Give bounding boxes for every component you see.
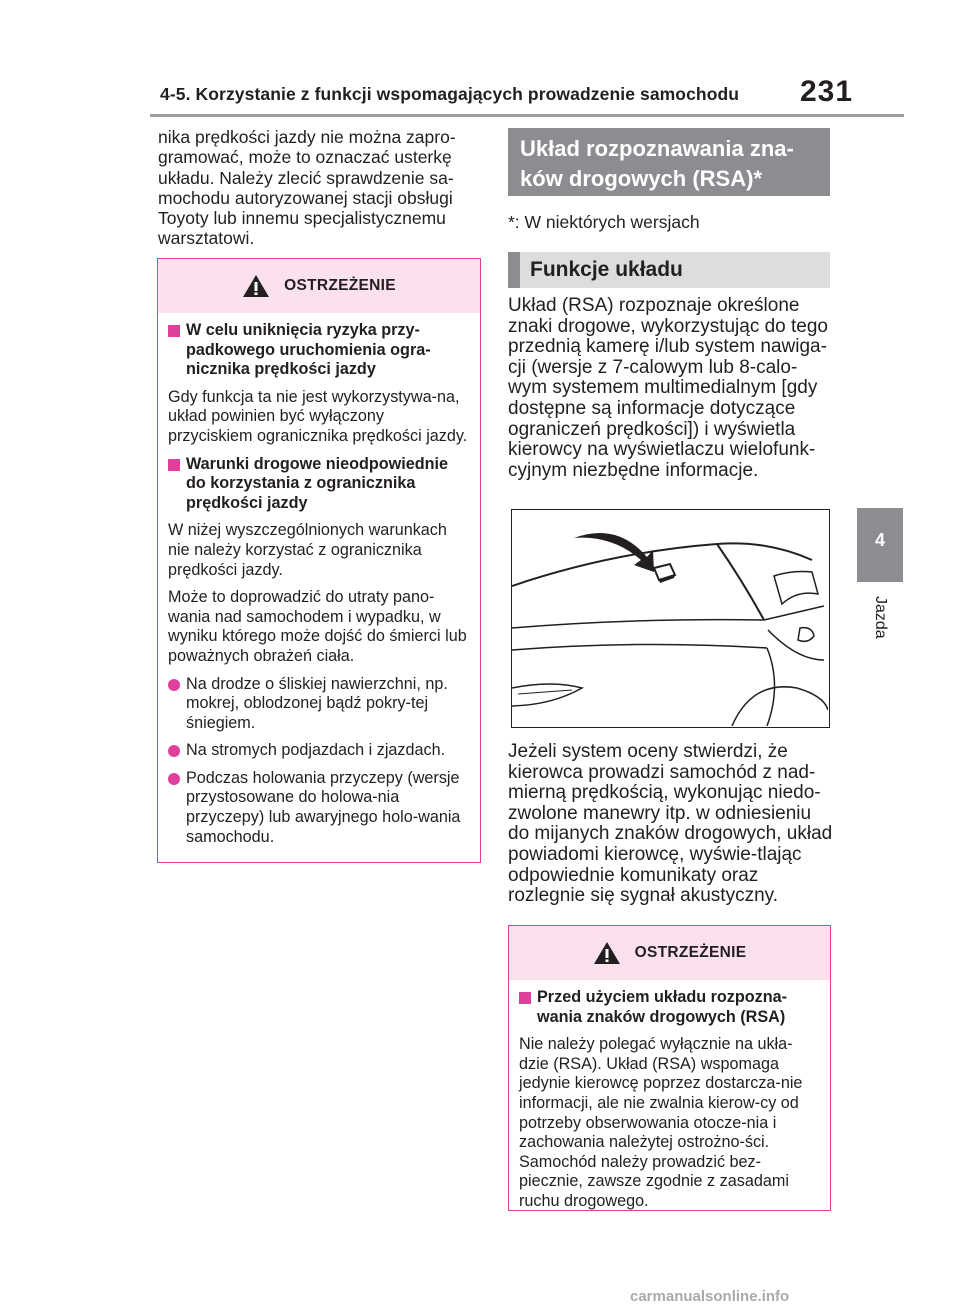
car-camera-illustration <box>511 509 830 728</box>
square-bullet-icon <box>168 325 180 337</box>
square-bullet-icon <box>168 459 180 471</box>
chapter-tab-number: 4 <box>874 530 885 550</box>
list-item <box>168 675 472 734</box>
warning-heading-text: Warunki drogowe nieodpowiednie do korzystania z ogranicznika prędkości jazdy <box>186 454 449 512</box>
square-bullet-icon <box>519 992 531 1004</box>
warning-header <box>509 926 830 980</box>
list-item-text: Na stromych podjazdach i zjazdach. <box>186 741 446 760</box>
warning-heading <box>168 455 472 514</box>
warning-text: W niżej wyszczególnionych warunkach nie należy korzystać z ogranicznika prędkości jazdy. <box>168 521 447 579</box>
header-rule <box>150 114 904 117</box>
warning-box-speed-limiter <box>157 258 481 863</box>
warning-triangle-icon <box>242 274 270 298</box>
body-paragraph: Układ (RSA) rozpoznaje określone znaki drogowe, wykorzystując do tego przednią kamerę i/lub system nawiga-cji (wersje z 7-calowym lub 8-calo-wym systemem multimedialnym [gdy dostępne są informacje dotyczące ograniczeń prędkości]) i wyświetla kierowcy na wyświetlaczu wielofunk-cyjnym niezbędne informacje. <box>508 295 828 481</box>
warning-text: Nie należy polegać wyłącznie na ukła-dzie (RSA). Układ (RSA) wspomaga jedynie kierowcę poprzez dostarcza-nie informacji, ale nie zwalnia kierow-cy od potrzeby obserwowania otocze-nia i zachowania należytej ostrożno-ści. Samochód należy prowadzić bez-piecznie, zawsze zgodnie z zasadami ruchu drogowego. <box>519 1035 803 1210</box>
warning-heading-text: W celu uniknięcia ryzyka przy-padkowego uruchomienia ogra-nicznika prędkości jazdy <box>186 321 431 379</box>
header-title: 4-5. Korzystanie z funkcji wspomagających prowadzenie samochodu <box>160 84 740 104</box>
list-item <box>168 741 472 761</box>
list-item-text: Podczas holowania przyczepy (wersje przystosowane do holowa-nia przyczepy) lub awaryjnego holo-wania samochodu. <box>186 768 461 846</box>
circle-bullet-icon <box>168 773 180 785</box>
list-item <box>168 769 472 847</box>
section-title: Układ rozpoznawania zna-ków drogowych (RSA)* <box>508 128 830 196</box>
warning-header-label: OSTRZEŻENIE <box>284 277 396 294</box>
body-paragraph: Jeżeli system oceny stwierdzi, że kierowca prowadzi samochód z nad-mierną prędkością, wykonując niedo-zwolone manewry itp. w odniesieniu do mijanych znaków drogowych, układ powiadomi kierowcę, wyświe-tlając odpowiednie komunikaty oraz rozlegnie się sygnał akustyczny. <box>508 741 833 907</box>
subsection-heading: Funkcje układu <box>508 252 830 288</box>
chapter-tab-label: Jazda <box>872 596 889 639</box>
page-number: 231 <box>800 75 854 108</box>
warning-box-rsa <box>508 925 831 1211</box>
circle-bullet-icon <box>168 679 180 691</box>
section-note: *: W niektórych wersjach <box>508 212 700 232</box>
intro-paragraph: nika prędkości jazdy nie można zapro-gramować, może to oznaczać usterkę układu. Należy zlecić sprawdzenie sa-mochodu autoryzowanej stacji obsługi Toyoty lub innemu specjalistycznemu warsztatowi. <box>158 127 456 249</box>
warning-triangle-icon <box>593 941 621 965</box>
circle-bullet-icon <box>168 745 180 757</box>
warning-text: Może to doprowadzić do utraty pano-wania nad samochodem i wypadku, w wyniku którego może dojść do śmierci lub poważnych obrażeń ciała. <box>168 588 467 665</box>
warning-heading <box>168 321 472 380</box>
warning-heading-text: Przed użyciem układu rozpozna-wania znaków drogowych (RSA) <box>537 988 788 1026</box>
car-windshield-drawing <box>512 510 828 726</box>
warning-heading <box>519 988 822 1027</box>
warning-text: Gdy funkcja ta nie jest wykorzystywa-na, układ powinien być wyłączony przyciskiem ogranicznika prędkości jazdy. <box>168 387 468 445</box>
list-item-text: Na drodze o śliskiej nawierzchni, np. mokrej, oblodzonej bądź pokry-tej śniegiem. <box>186 674 448 732</box>
watermark: carmanualsonline.info <box>630 1288 790 1305</box>
warning-header <box>158 259 480 313</box>
warning-header-label: OSTRZEŻENIE <box>634 944 747 961</box>
